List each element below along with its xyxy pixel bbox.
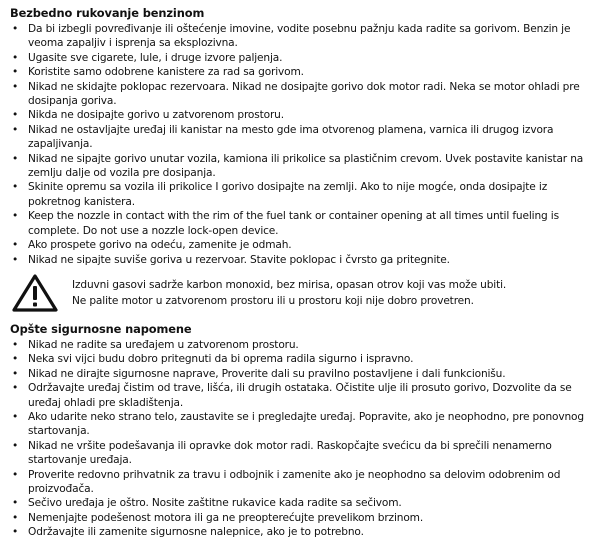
- list-item: • Nikad ne sipajte gorivo unutar vozila, kamiona ili prikolice sa plastičnim crevom. Uvek postavite kanistar na zemlju dalje od vozila pre dosipanja.: [10, 152, 590, 181]
- warning-line: Ne palite motor u zatvorenom prostoru ili u prostoru koji nije dobro provetren.: [72, 294, 474, 307]
- list-item: • Nikad ne dirajte sigurnosne naprave, Proverite dali su pravilno postavljene i dali funkcionišu.: [10, 367, 590, 381]
- section-title-general-safety: Opšte sigurnosne napomene: [10, 321, 192, 336]
- list-item: • Nikad ne radite sa uređajem u zatvorenom prostoru.: [10, 338, 590, 352]
- list-item: • Nikad ne skidajte poklopac rezervoara. Nikad ne dosipajte gorivo dok motor radi. Neka se motor ohladi pre dosipanja goriva.: [10, 80, 590, 109]
- list-item: • Održavajte ili zamenite sigurnosne nalepnice, ako je to potrebno.: [10, 525, 590, 539]
- list-item: • Nikad ne vršite podešavanja ili opravke dok motor radi. Raskopčajte svećicu da bi sprečili nenamerno startovanje uređaja.: [10, 439, 590, 468]
- warning-text: [72, 274, 506, 309]
- list-item: • Ako udarite neko strano telo, zaustavite se i pregledajte uređaj. Popravite, ako je neophodno, pre ponovnog startovanja.: [10, 410, 590, 439]
- list-item: • Ako prospete gorivo na odeću, zamenite je odmah.: [10, 238, 590, 252]
- list-item: • Nemenjajte podešenost motora ili ga ne preopterećujte prevelikom brzinom.: [10, 511, 590, 525]
- list-item: • Skinite opremu sa vozila ili prikolice I gorivo dosipajte na zemlji. Ako to nije mogće, onda dosipajte iz pokretnog kanistera.: [10, 180, 590, 209]
- warning-box: [12, 274, 590, 312]
- list-item: • Koristite samo odobrene kanistere za rad sa gorivom.: [10, 65, 590, 79]
- list-item: • Proverite redovno prihvatnik za travu i odbojnik i zamenite ako je neophodno sa delovim odobrenim od proizvođača.: [10, 468, 590, 497]
- list-item: • Nikda ne dosipajte gorivo u zatvorenom prostoru.: [10, 108, 590, 122]
- warning-line: Izduvni gasovi sadrže karbon monoxid, bez mirisa, opasan otrov koji vas može ubiti.: [72, 278, 507, 291]
- warning-triangle-icon: [12, 274, 58, 312]
- list-item: • Nikad ne sipajte suviše goriva u rezervoar. Stavite poklopac i čvrsto ga pritegnite.: [10, 253, 590, 267]
- list-item: • Da bi izbegli povređivanje ili oštećenje imovine, vodite posebnu pažnju kada radite sa gorivom. Benzin je veoma zapaljiv i isprenja sa eksplozivna.: [10, 22, 590, 51]
- list-item: • Neka svi vijci budu dobro pritegnuti da bi oprema radila sigurno i ispravno.: [10, 352, 590, 366]
- list-item: • Održavajte uređaj čistim od trave, lišća, ili drugih ostataka. Očistite ulje ili prosuto gorivo, Dozvolite da se uređaj ohladi pre skladištenja.: [10, 381, 590, 410]
- general-safety-list: [10, 338, 590, 540]
- list-item: • Nikad ne ostavljajte uređaj ili kanistar na mesto gde ima otvorenog plamena, varnica ili drugog izvora zapaljivanja.: [10, 123, 590, 152]
- list-item: • Ugasite sve cigarete, lule, i druge izvore paljenja.: [10, 51, 590, 65]
- list-item: • Keep the nozzle in contact with the rim of the fuel tank or container opening at all times until fueling is complete. Do not use a nozzle lock-open device.: [10, 209, 590, 238]
- list-item: • Sečivo uređaja je oštro. Nosite zaštitne rukavice kada radite sa sečivom.: [10, 496, 590, 510]
- fuel-safety-list: [10, 22, 590, 267]
- section-title-fuel-safety: Bezbedno rukovanje benzinom: [10, 6, 205, 20]
